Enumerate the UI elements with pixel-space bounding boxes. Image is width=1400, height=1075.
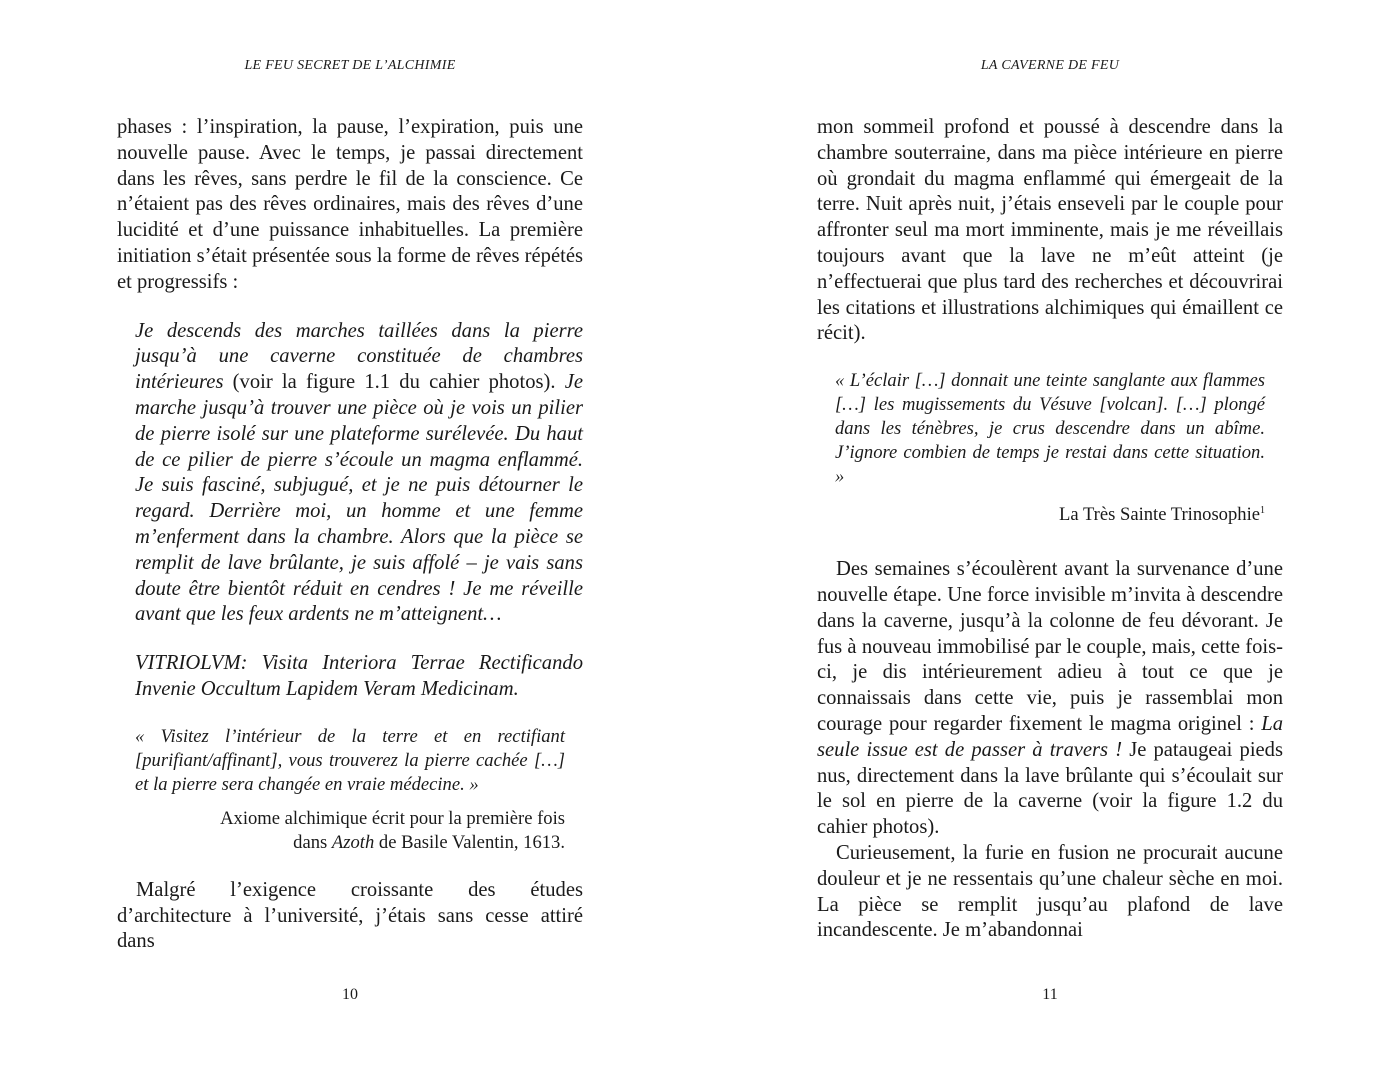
vitriol-motto: VITRIOLVM: Visita Interiora Terrae Rectificando Invenie Occultum Lapidem Veram Medicinam. — [135, 652, 583, 700]
left-page — [117, 0, 583, 1075]
dream-text-italic: Je descends des marches taillées dans la pierre jusqu’à une caverne constituée de chambres intérieures — [135, 319, 583, 394]
paragraph: Des semaines s’écoulèrent avant la survenance d’une nouvelle étape. Une force invisible m’invita à descendre dans la caverne, jusqu’à la colonne de feu dévorant. Je fus à nouveau immobilisé par le couple, mais, cette fois-ci, je dis intérieurement adieu à tout ce que je connaissais dans cette vie, puis je rassemblai mon courage pour regarder fixement le magma originel : La seule issue est de passer à travers ! Je pataugeai pieds nus, directement dans la lave brûlante qui s’écoulait sur le sol en pierre de la caverne (voir la figure 1.2 du cahier photos). — [817, 558, 1283, 839]
epigraph-attribution: La Très Sainte Trinosophie$^1$ — [1059, 504, 1265, 526]
paragraph: Curieusement, la furie en fusion ne procurait aucune douleur et je ne ressentais qu’une chaleur sèche en moi. La pièce se remplit jusqu’au plafond de lave incandescente. Je m’abandonnai — [817, 841, 1283, 942]
epigraph-quote: « L’éclair […] donnait une teinte sanglante aux flammes […] les mugissements du Vésuve [volcan]. […] plongé dans les ténèbres, je crus descendre dans un abîme. J’ignore combien de temps je restai dans cette situation. » — [835, 370, 1265, 488]
page-number-left: 10 — [342, 986, 358, 1003]
paragraph: Malgré l’exigence croissante des études d’architecture à l’université, j’étais sans cesse attiré dans — [117, 878, 583, 953]
left-page-body — [117, 115, 583, 955]
dream-text-italic-2: Je marche jusqu’à trouver une pièce où je vois un pilier de pierre isolé sur une plateforme surélevée. Du haut de ce pilier de pierre s’écoule un magma enflammé. Je suis fasciné, subjugué, et je ne puis détourner le regard. Derrière moi, un homme et une femme m’enferment dans la chambre. Alors que la pièce se remplit de lave brûlante, je suis affolé – je vais sans doute être bientôt réduit en cendres ! Je me réveille avant que les feux ardents ne m’atteignent… — [135, 371, 583, 626]
right-page-body — [817, 115, 1283, 944]
dream-passage — [135, 319, 583, 629]
footnote-marker[interactable]: 1 — [1260, 505, 1265, 517]
running-head-left: LE FEU SECRET DE L’ALCHIMIE — [244, 58, 456, 73]
paragraph: phases : l’inspiration, la pause, l’expiration, puis une nouvelle pause. Avec le temps, je passai directement dans les rêves, sans perdre le fil de la conscience. Ce n’étaient pas des rêves ordinaires, mais des rêves d’une lucidité et d’une puissance inhabituelles. La première initiation s’était présentée sous la forme de rêves répétés et progressifs : — [117, 116, 583, 293]
page-number-right: 11 — [1042, 986, 1058, 1003]
paragraph: mon sommeil profond et poussé à descendre dans la chambre souterraine, dans ma pièce intérieure en pierre où grondait du magma enflammé qui émergeait de la terre. Nuit après nuit, j’étais enseveli par le couple pour affronter seul ma mort imminente, mais je me réveillais toujours avant que la lave ne m’eût atteint (je n’effectuerai que plus tard des recherches et découvrirai les citations et illustrations alchimiques qui émaillent ce récit). — [817, 116, 1283, 345]
dream-text-roman: (voir la figure 1.1 du cahier photos). — [223, 371, 565, 394]
running-head-right: LA CAVERNE DE FEU — [980, 58, 1120, 73]
right-page — [817, 0, 1283, 1075]
epigraph-quote: « Visitez l’intérieur de la terre et en rectifiant [purifiant/affinant], vous trouverez la pierre cachée […] et la pierre sera changée en vraie médecine. » — [135, 725, 565, 795]
epigraph-attribution: Axiome alchimique écrit pour la première fois dans Azoth de Basile Valentin, 1613. — [220, 807, 565, 853]
